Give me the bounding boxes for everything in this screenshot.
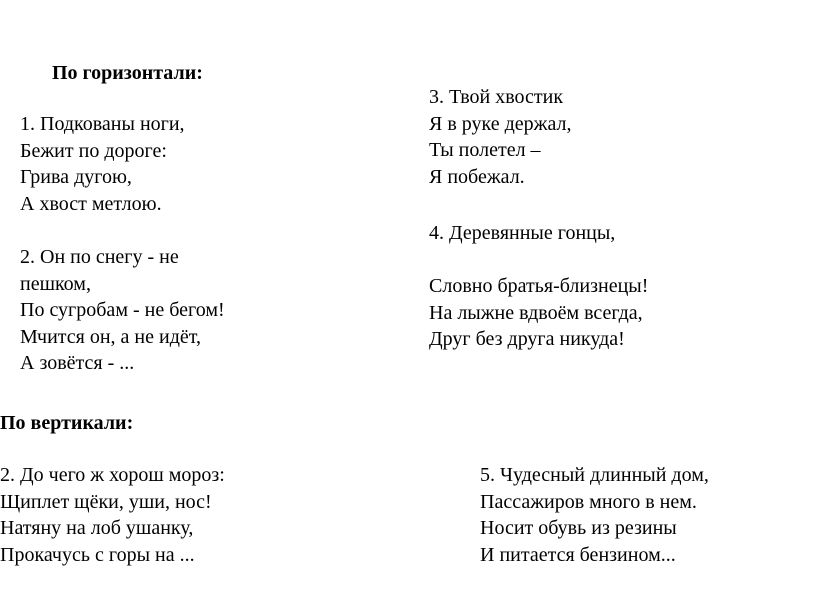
- riddle-line: Я побежал.: [429, 165, 525, 188]
- riddle-line: Носит обувь из резины: [480, 517, 677, 539]
- vertical-heading: По вертикали:: [0, 412, 134, 434]
- riddle-line: Друг без друга никуда!: [429, 328, 625, 350]
- riddle-line: Пассажиров много в нем.: [480, 490, 697, 513]
- riddle-line: Мчится он, а не идёт,: [20, 325, 201, 348]
- riddle-line: А хвост метлою.: [20, 192, 162, 215]
- riddle-line: Бежит по дороге:: [20, 139, 167, 162]
- riddle-5-vertical: [480, 462, 709, 568]
- riddle-4-horizontal-rest: [429, 273, 648, 353]
- riddle-line: 2. Он по снегу - не: [20, 246, 179, 268]
- riddle-line: 4. Деревянные гонцы,: [429, 222, 616, 244]
- riddle-2-vertical: [0, 462, 225, 568]
- riddle-line: Словно братья-близнецы!: [429, 275, 649, 297]
- riddle-line: И питается бензином...: [480, 543, 676, 566]
- riddle-line: Я в руке держал,: [429, 112, 572, 135]
- riddle-line: Щиплет щёки, уши, нос!: [0, 490, 212, 513]
- riddle-1-horizontal: [20, 111, 185, 217]
- riddle-line: 5. Чудесный длинный дом,: [480, 464, 709, 486]
- riddle-line: А зовётся - ...: [20, 352, 135, 374]
- riddle-line: 3. Твой хвостик: [429, 86, 564, 108]
- riddle-4-horizontal-first: [429, 220, 615, 247]
- riddle-3-horizontal: [429, 84, 572, 190]
- riddle-line: Прокачусь с горы на ...: [0, 543, 195, 566]
- riddle-line: Ты полетел –: [429, 139, 541, 161]
- riddle-line: 2. До чего ж хорош мороз:: [0, 464, 225, 486]
- riddle-line: По сугробам - не бегом!: [20, 299, 225, 321]
- riddle-line: пешком,: [20, 272, 91, 295]
- riddle-line: Грива дугою,: [20, 166, 132, 188]
- riddle-line: На лыжне вдвоём всегда,: [429, 301, 643, 324]
- riddle-line: 1. Подкованы ноги,: [20, 113, 185, 135]
- riddle-line: Натяну на лоб ушанку,: [0, 517, 194, 539]
- horizontal-heading: По горизонтали:: [52, 62, 203, 84]
- riddle-2-horizontal: [20, 244, 225, 377]
